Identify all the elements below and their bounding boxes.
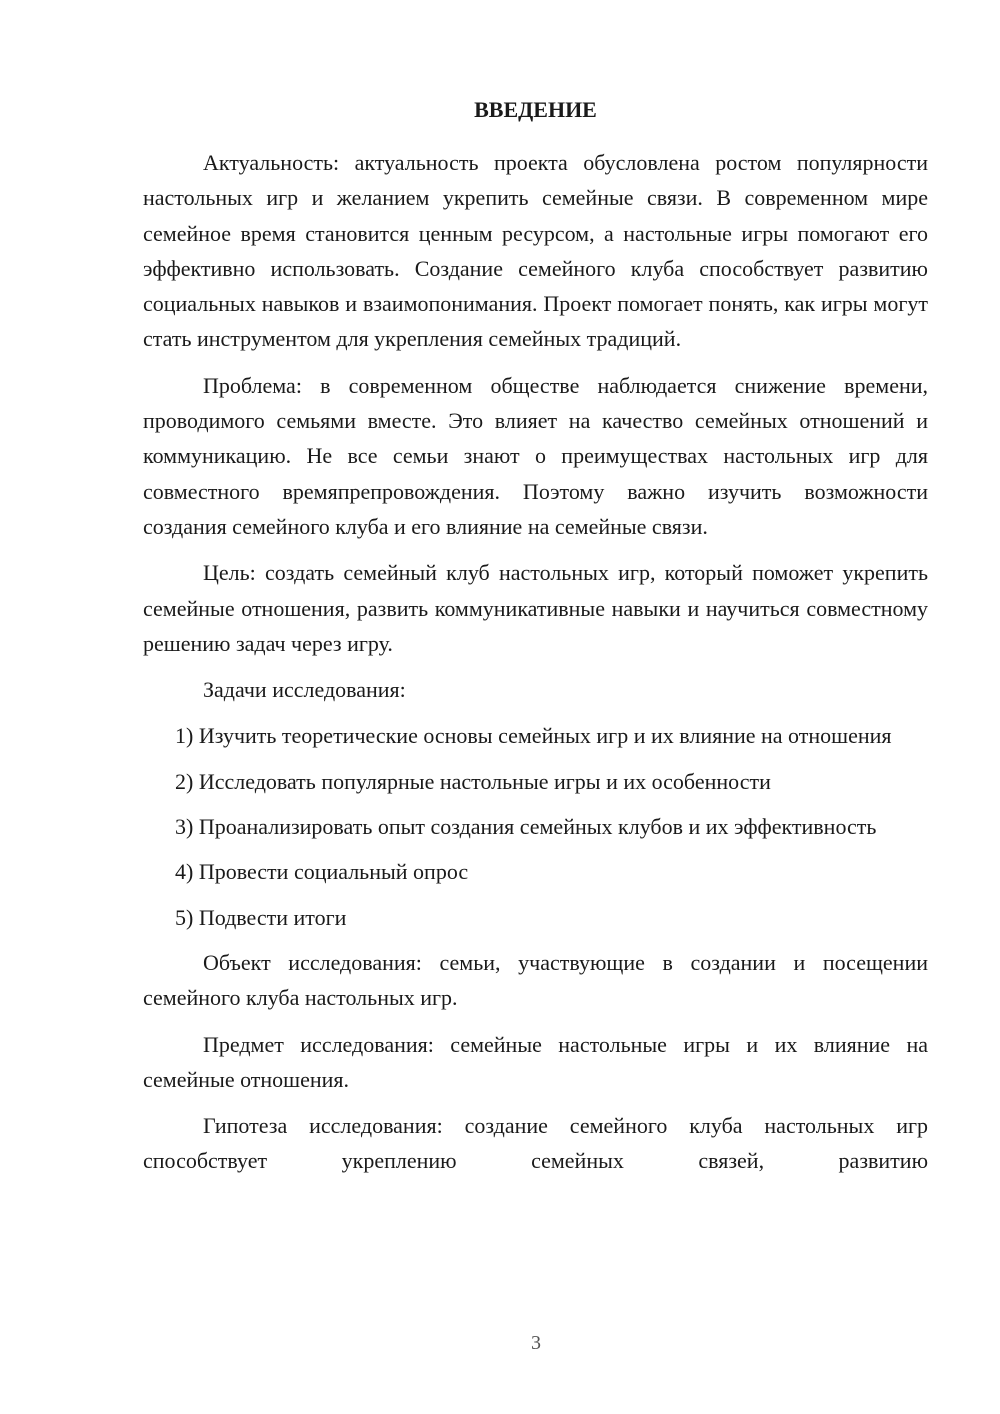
paragraph-hypothesis: Гипотеза исследования: создание семейного клуба настольных игр способствует укреплению семейных связей, развитию <box>143 1113 928 1174</box>
paragraph-tasks-heading: Задачи исследования: <box>203 677 406 703</box>
section-title: ВВЕДЕНИЕ <box>474 97 597 122</box>
task-item-3: 3) Проанализировать опыт создания семейных клубов и их эффективность <box>175 814 877 840</box>
paragraph-relevance: Актуальность: актуальность проекта обусловлена ростом популярности настольных игр и желанием укрепить семейные связи. В современном мире семейное время становится ценным ресурсом, а настольные игры помогают его эффективно использовать. Создание семейного клуба способствует развитию социальных навыков и взаимопонимания. Проект помогает понять, как игры могут стать инструментом для укрепления семейных традиций. <box>143 150 928 352</box>
paragraph-problem: Проблема: в современном обществе наблюдается снижение времени, проводимого семьями вместе. Это влияет на качество семейных отношений и коммуникацию. Не все семьи знают о преимуществах настольных игр для совместного времяпрепровождения. Поэтому важно изучить возможности создания семейного клуба и его влияние на семейные связи. <box>143 372 928 539</box>
document-page <box>143 92 928 1179</box>
task-item-5: 5) Подвести итоги <box>175 904 347 930</box>
paragraph-object: Объект исследования: семьи, участвующие в создании и посещении семейного клуба настольных игр. <box>143 949 928 1011</box>
paragraph-subject: Предмет исследования: семейные настольные игры и их влияние на семейные отношения. <box>143 1031 928 1092</box>
task-item-1: 1) Изучить теоретические основы семейных игр и их влияние на отношения <box>175 723 892 749</box>
task-item-2: 2) Исследовать популярные настольные игры и их особенности <box>175 768 771 794</box>
paragraph-goal: Цель: создать семейный клуб настольных игр, который поможет укрепить семейные отношения, развить коммуникативные навыки и научиться совместному решению задач через игру. <box>143 560 928 656</box>
page-number: 3 <box>531 1332 541 1354</box>
task-item-4: 4) Провести социальный опрос <box>175 859 469 885</box>
